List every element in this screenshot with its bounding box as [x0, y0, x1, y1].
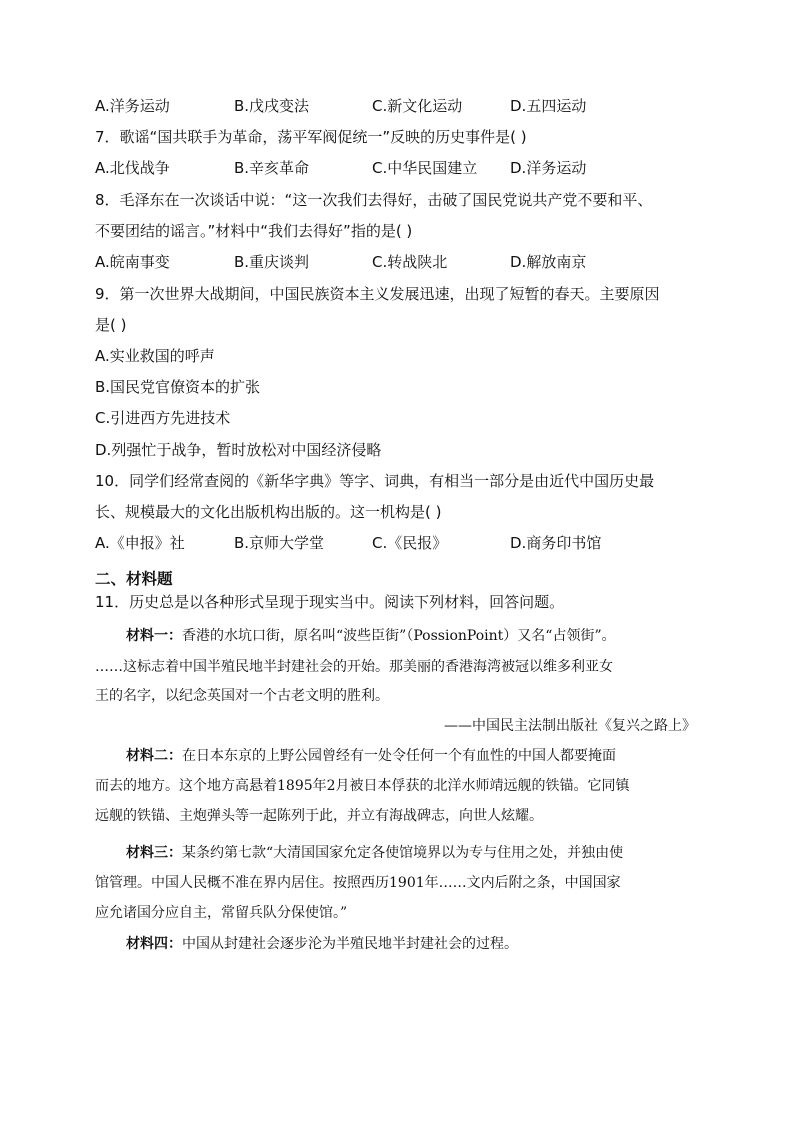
- material-2-line3: 远舰的铁锚、主炮弹头等一起陈列于此，并立有海战碑志，向世人炫耀。: [95, 808, 543, 824]
- material-1-source: ——中国民主法制出版社《复兴之路上》: [444, 718, 696, 734]
- q6-option-a[interactable]: A.洋务运动: [95, 97, 170, 115]
- q9-stem-line1: 9．第一次世界大战期间，中国民族资本主义发展迅速，出现了短暂的春天。主要原因: [95, 285, 660, 303]
- q9-option-a[interactable]: A.实业救国的呼声: [95, 347, 215, 365]
- material-4-label: 材料四：: [126, 936, 182, 952]
- q10-option-b[interactable]: B.京师大学堂: [234, 534, 325, 552]
- material-1-line1: [126, 626, 616, 646]
- q9-option-c[interactable]: C.引进西方先进技术: [95, 409, 231, 427]
- q6-option-d[interactable]: D.五四运动: [510, 97, 587, 115]
- q7-option-b[interactable]: B.辛亥革命: [234, 159, 310, 177]
- material-4-text: 中国从封建社会逐步沦为半殖民地半封建社会的过程。: [182, 936, 518, 952]
- material-1-text: 香港的水坑口街，原名叫“波些臣街”（PossionPoint）又名“占领街”。: [182, 628, 616, 644]
- q9-stem-line2: 是( ): [95, 316, 127, 334]
- q8-option-b[interactable]: B.重庆谈判: [234, 253, 310, 271]
- q6-options: [95, 96, 586, 116]
- q8-options: [95, 252, 586, 272]
- material-2-text: 在日本东京的上野公园曾经有一处令任何一个有血性的中国人都要掩面: [182, 748, 616, 764]
- q8-stem-line2: 不要团结的谣言。”材料中“我们去得好”指的是( ): [95, 222, 413, 240]
- q6-option-b[interactable]: B.戊戌变法: [234, 97, 310, 115]
- q7-option-a[interactable]: A.北伐战争: [95, 159, 170, 177]
- q10-option-a[interactable]: A.《申报》社: [95, 534, 185, 552]
- q8-option-a[interactable]: A.皖南事变: [95, 253, 170, 271]
- material-2-line2: 而去的地方。这个地方高悬着1895年2月被日本俘获的北洋水师靖远舰的铁锚。它同镇: [95, 778, 630, 794]
- q10-option-d[interactable]: D.商务印书馆: [510, 534, 602, 552]
- q7-option-c[interactable]: C.中华民国建立: [372, 159, 478, 177]
- material-1-label: 材料一：: [126, 628, 182, 644]
- q8-stem-line1: 8．毛泽东在一次谈话中说：“这一次我们去得好，击破了国民党说共产党不要和平、: [95, 191, 653, 209]
- q7-option-d[interactable]: D.洋务运动: [510, 159, 587, 177]
- q8-option-c[interactable]: C.转战陕北: [372, 253, 448, 271]
- q7-stem: 7．歌谣“国共联手为革命，荡平军阀促统一”反映的历史事件是( ): [95, 128, 527, 146]
- q9-option-b[interactable]: B.国民党官僚资本的扩张: [95, 378, 261, 396]
- material-3-label: 材料三：: [126, 845, 182, 861]
- material-1-line2: ……这标志着中国半殖民地半封建社会的开始。那美丽的香港海湾被冠以维多利亚女: [95, 659, 613, 675]
- material-3-line3: 应允诸国分应自主，常留兵队分保使馆。”: [95, 905, 348, 921]
- material-2-line1: [126, 746, 616, 766]
- material-3-line2: 馆管理。中国人民概不准在界内居住。按照西历1901年……文内后附之条，中国国家: [95, 875, 621, 891]
- q10-stem-line1: 10．同学们经常查阅的《新华字典》等字、词典，有相当一部分是由近代中国历史最: [95, 472, 655, 490]
- material-3-text: 某条约第七款“大清国国家允定各使馆境界以为专与住用之处，并独由使: [182, 845, 624, 861]
- q10-stem-line2: 长、规模最大的文化出版机构出版的。这一机构是( ): [95, 503, 442, 521]
- q8-option-d[interactable]: D.解放南京: [510, 253, 587, 271]
- q6-option-c[interactable]: C.新文化运动: [372, 97, 463, 115]
- material-4-line1: [126, 934, 518, 954]
- q10-option-c[interactable]: C.《民报》: [372, 534, 448, 552]
- q9-option-d[interactable]: D.列强忙于战争，暂时放松对中国经济侵略: [95, 441, 382, 459]
- q7-options: [95, 158, 586, 178]
- q10-options: [95, 533, 601, 553]
- material-1-line3: 王的名字，以纪念英国对一个古老文明的胜利。: [95, 688, 389, 704]
- q11-stem: 11．历史总是以各种形式呈现于现实当中。阅读下列材料，回答问题。: [95, 593, 565, 611]
- material-3-line1: [126, 843, 623, 863]
- section-title: 二、材料题: [95, 570, 173, 588]
- material-2-label: 材料二：: [126, 748, 182, 764]
